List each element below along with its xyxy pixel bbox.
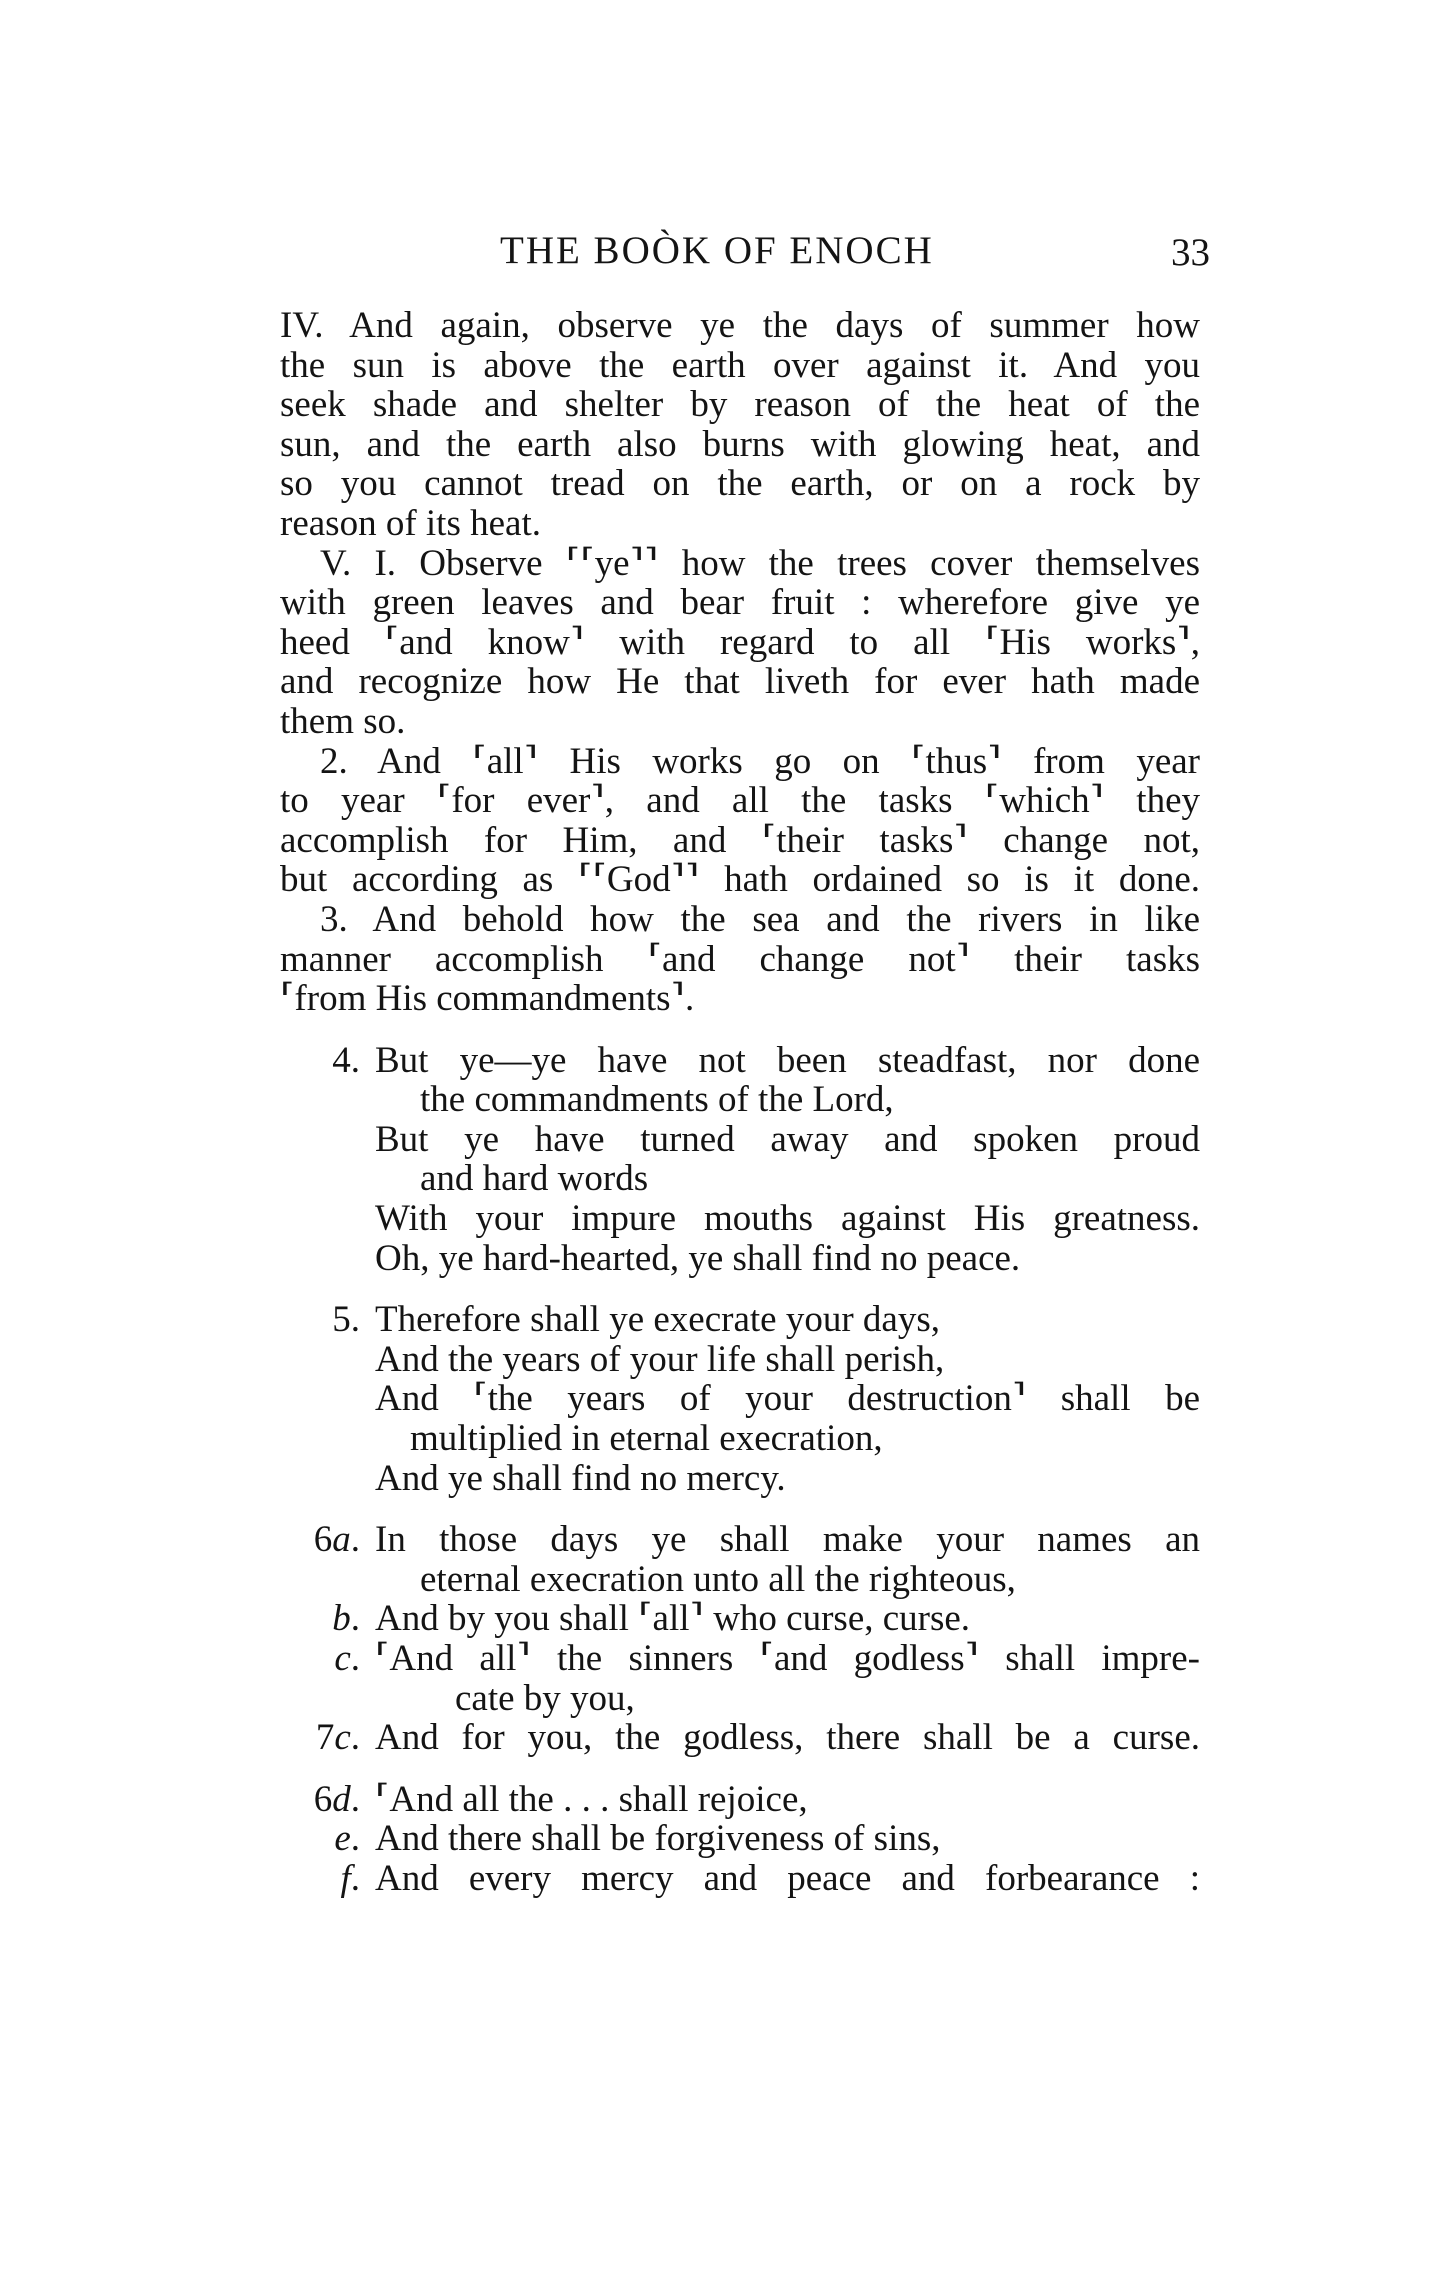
- verse-text: With your impure mouths against His greatness.: [375, 1198, 1200, 1240]
- text-line: but according as ⸢⸢God⸣⸣ hath ordained so is it done.: [280, 859, 1200, 901]
- verse-line: [280, 1859, 1200, 1899]
- text-line: them so.: [280, 700, 406, 742]
- verse-line: [280, 1819, 1200, 1859]
- text-line: seek shade and shelter by reason of the heat of the: [280, 384, 1200, 426]
- verse-number: 6a.: [313, 1519, 360, 1561]
- verse-number: f.: [340, 1857, 360, 1899]
- text-line: sun, and the earth also burns with glowing heat, and: [280, 423, 1200, 465]
- verse-text: In those days ye shall make your names an: [375, 1519, 1200, 1561]
- verse-text: But ye have turned away and spoken proud: [375, 1118, 1200, 1160]
- verse-line: [280, 1199, 1200, 1239]
- running-head: [280, 228, 1210, 288]
- text-line: heed ⸢and know⸣ with regard to all ⸢His works⸣,: [280, 621, 1200, 663]
- body-text: [280, 306, 1200, 1899]
- verse-text: And ye shall find no mercy.: [375, 1457, 786, 1499]
- text-line: IV. And again, observe ye the days of summer how: [280, 305, 1200, 346]
- text-line: ⸢from His commandments⸣.: [280, 978, 695, 1020]
- verse-text: And ⸢the years of your destruction⸣ shall be: [375, 1378, 1200, 1420]
- verse-continuation: multiplied in eternal execration,: [410, 1418, 883, 1460]
- verse-continuation: cate by you,: [455, 1677, 635, 1719]
- text-line: 3. And behold how the sea and the rivers in like: [320, 898, 1200, 940]
- verse-text: But ye—ye have not been steadfast, nor done: [375, 1039, 1200, 1081]
- verse-continuation: eternal execration unto all the righteous,: [420, 1558, 1016, 1600]
- verse-number: 6d.: [313, 1778, 360, 1820]
- text-line: reason of its heat.: [280, 502, 541, 544]
- verse-line: [280, 1599, 1200, 1639]
- verse-line: [280, 1520, 1200, 1560]
- verse-number: e.: [334, 1818, 360, 1860]
- verse-text: Oh, ye hard-hearted, ye shall find no peace.: [375, 1237, 1021, 1279]
- verse-number: c.: [334, 1638, 360, 1679]
- verse-text: And every mercy and peace and forbearance :: [375, 1857, 1200, 1899]
- verse-text: Therefore shall ye execrate your days,: [375, 1299, 940, 1341]
- running-title: THE BOÒK OF ENOCH: [500, 229, 934, 272]
- verse-number: b.: [332, 1598, 360, 1640]
- text-line: manner accomplish ⸢and change not⸣ their tasks: [280, 938, 1200, 980]
- verse-line: [280, 1780, 1200, 1820]
- verse-line: [280, 1639, 1200, 1679]
- text-line: to year ⸢for ever⸣, and all the tasks ⸢which⸣ they: [280, 780, 1200, 822]
- verse-text: And for you, the godless, there shall be a curse.: [375, 1717, 1200, 1759]
- verse-text: ⸢And all the . . . shall rejoice,: [375, 1778, 808, 1820]
- text-line: so you cannot tread on the earth, or on a rock by: [280, 463, 1200, 505]
- text-line: with green leaves and bear fruit : wherefore give ye: [280, 582, 1200, 624]
- text-line: the sun is above the earth over against it. And you: [280, 344, 1200, 386]
- verse-number: 5.: [332, 1299, 360, 1341]
- verse-continuation: the commandments of the Lord,: [420, 1079, 894, 1121]
- verse-line: [280, 1120, 1200, 1160]
- verse-line: [280, 1340, 1200, 1380]
- verse-line: [280, 1459, 1200, 1499]
- verse-text: And there shall be forgiveness of sins,: [375, 1818, 941, 1860]
- verse-line: [280, 1300, 1200, 1340]
- verse-line: [280, 1718, 1200, 1758]
- page-number: 33: [1171, 231, 1210, 274]
- verse-number: 7c.: [315, 1717, 360, 1759]
- text-line: 2. And ⸢all⸣ His works go on ⸢thus⸣ from year: [320, 740, 1200, 782]
- verse-line: [280, 1239, 1200, 1279]
- verse-line: [280, 1041, 1200, 1081]
- verse-text: And by you shall ⸢all⸣ who curse, curse.: [375, 1598, 971, 1640]
- verse-line: [280, 1379, 1200, 1419]
- text-line: accomplish for Him, and ⸢their tasks⸣ change not,: [280, 819, 1200, 861]
- verse-text: ⸢And all⸣ the sinners ⸢and godless⸣ shall impre-: [375, 1638, 1200, 1679]
- verse-number: 4.: [332, 1039, 360, 1081]
- verse-continuation: and hard words: [420, 1158, 649, 1200]
- text-line: V. I. Observe ⸢⸢ye⸣⸣ how the trees cover themselves: [320, 542, 1200, 584]
- text-line: and recognize how He that liveth for ever hath made: [280, 661, 1200, 703]
- verse-text: And the years of your life shall perish,: [375, 1338, 945, 1380]
